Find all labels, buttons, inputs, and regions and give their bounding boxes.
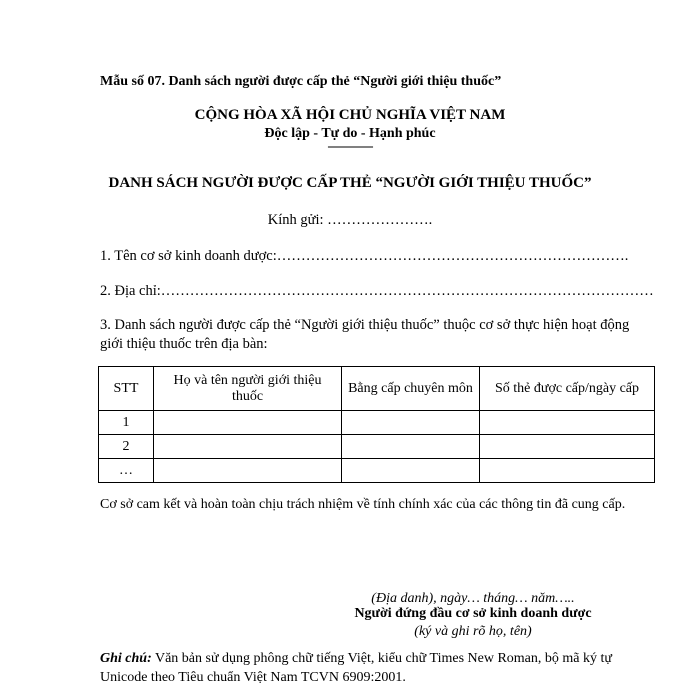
commitment-text: Cơ sở cam kết và hoàn toàn chịu trách nhiệm về tính chính xác của các thông tin đã cung cấp. xyxy=(100,497,626,512)
cell-card xyxy=(480,459,655,483)
cell-name xyxy=(154,435,342,459)
header-degree: Bằng cấp chuyên môn xyxy=(342,367,480,411)
signature-note: (ký và ghi rõ họ, tên) xyxy=(414,624,532,639)
staff-table xyxy=(98,366,655,483)
cell-degree xyxy=(342,411,480,435)
addressee-line: Kính gửi: …………………. xyxy=(267,212,433,228)
header-card: Số thẻ được cấp/ngày cấp xyxy=(480,367,655,411)
republic-title: CỘNG HÒA XÃ HỘI CHỦ NGHĨA VIỆT NAM xyxy=(194,107,506,123)
footnote-text: Văn bản sử dụng phông chữ tiếng Việt, kiểu chữ Times New Roman, bộ mã ký tự Unicode theo Tiêu chuẩn Việt Nam TCVN 6909:2001. xyxy=(100,651,612,685)
table-header-row xyxy=(99,367,655,411)
cell-stt: 2 xyxy=(99,435,154,459)
table-row xyxy=(99,411,655,435)
list-description: 3. Danh sách người được cấp thẻ “Người giới thiệu thuốc” thuộc cơ sở thực hiện hoạt động giới thiệu thuốc trên địa bàn: xyxy=(100,317,630,352)
header-rule: --------------- xyxy=(327,139,373,153)
cell-name xyxy=(154,459,342,483)
cell-stt: … xyxy=(99,459,154,483)
business-name-line: 1. Tên cơ sở kinh doanh dược:………………………………………………………………. xyxy=(100,248,629,264)
header-stt: STT xyxy=(99,367,154,411)
cell-name xyxy=(154,411,342,435)
footnote xyxy=(100,649,630,687)
footnote-label: Ghi chú: xyxy=(100,651,152,666)
cell-stt: 1 xyxy=(99,411,154,435)
document-title: DANH SÁCH NGƯỜI ĐƯỢC CẤP THẺ “NGƯỜI GIỚI THIỆU THUỐC” xyxy=(108,175,592,191)
date-line: (Địa danh), ngày… tháng… năm….. xyxy=(371,591,575,606)
motto: Độc lập - Tự do - Hạnh phúc xyxy=(264,126,436,141)
cell-card xyxy=(480,411,655,435)
cell-degree xyxy=(342,459,480,483)
address-line: 2. Địa chỉ:………………………………………………………………………………………… xyxy=(100,283,654,299)
signer-title: Người đứng đầu cơ sở kinh doanh dược xyxy=(354,606,592,621)
cell-degree xyxy=(342,435,480,459)
cell-card xyxy=(480,435,655,459)
table-row xyxy=(99,435,655,459)
header-name: Họ và tên người giới thiệu thuốc xyxy=(154,367,342,411)
table-row xyxy=(99,459,655,483)
form-number: Mẫu số 07. Danh sách người được cấp thẻ “Người giới thiệu thuốc” xyxy=(100,74,502,89)
